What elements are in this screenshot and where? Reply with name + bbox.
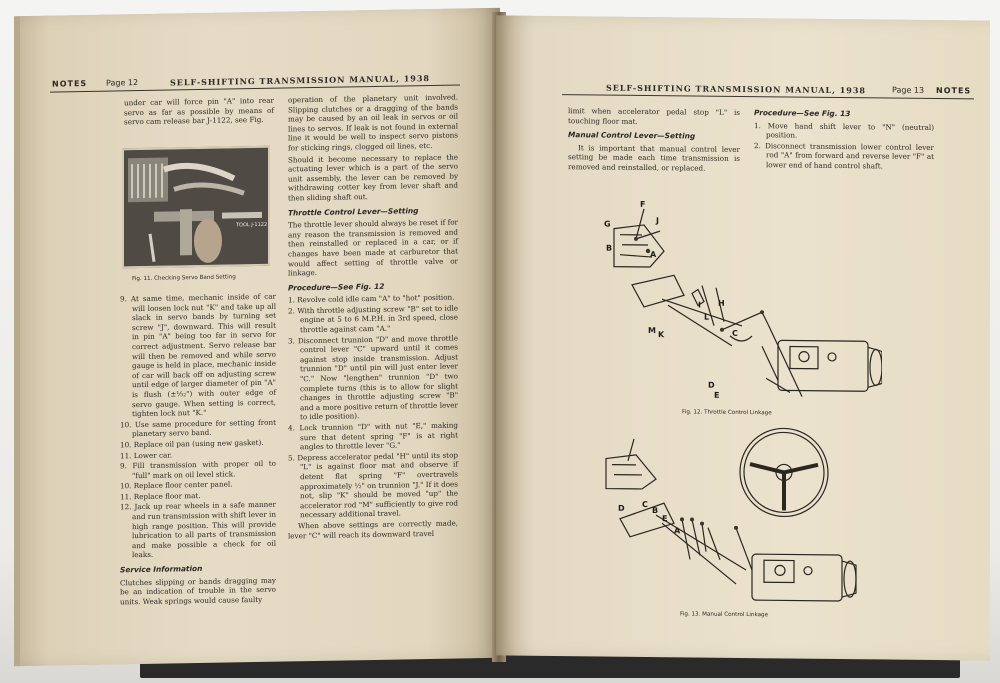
list-item: 10. Replace oil pan (using new gasket).: [120, 437, 264, 450]
right-notes-label: NOTES: [936, 86, 972, 96]
left-col1-intro: under car will force pin "A" into rear servo as far as possible by means of servo cam release bar J-1122, see Fig.: [124, 95, 274, 127]
right-intro: limit when accelerator pedal stop "L" is touching floor mat.: [568, 106, 740, 126]
list-item: 9. At same time, mechanic inside of car will loosen lock nut "K" and take up all slack in servo bands by turning set screw "J", downward. This will result in pin "A" being too far in servo for correct adjustment. Servo release bar will then be removed and while servo gauge is held in place, mechanic inside of car will back off on adjusting screw until edge of larger diameter of pin "A" is flush (±¹⁄₃₂") with outer edge of servo gauge. When setting is correct, tighten lock nut "K.": [120, 291, 276, 419]
list-item: 11. Lower car.: [120, 449, 173, 460]
col2-paragraph: operation of the planetary unit involved. Slipping clutches or a dragging of the bands may be caused by an oil leak in servos or oil lines to servos. If leak is not found in external line it would be well to inspect servo pistons for sticking rings, clogged oil lines, etc.: [288, 92, 458, 153]
left-notes-label: NOTES: [52, 78, 88, 89]
fig13-label-e: E: [662, 514, 668, 524]
fig11-caption: Fig. 11. Checking Servo Band Setting: [132, 274, 236, 283]
right-col2: [754, 108, 934, 172]
list-item: 5. Depress accelerator pedal "H" until its stop "L" is against floor mat and observe if detent flat spring "F" overtravels approximately ½" on trunnion "J." If it does not, slip "K" should be moved "up" the accelerator rod "M" sufficiently to give rod necessary additional travel.: [288, 450, 458, 520]
fig12-caption: Fig. 12. Throttle Control Linkage: [682, 409, 772, 417]
final-paragraph: When above settings are correctly made, lever "C" will reach its downward travel: [288, 518, 458, 540]
procedure12-heading: Procedure—See Fig. 12: [288, 281, 385, 293]
list-item: 2. With throttle adjusting screw "B" set to idle engine at 5 to 6 M.P.H. in 3rd speed, close throttle against cam "A.": [288, 303, 458, 335]
fig12-label-d: D: [708, 380, 715, 390]
fig12-label-c: C: [732, 328, 738, 338]
fig11-photo: [122, 146, 270, 269]
servo-photo-image: [124, 148, 268, 267]
right-page-number: Page 13: [892, 85, 925, 95]
fig12-label-k: K: [658, 330, 665, 340]
procedure13-heading: Procedure—See Fig. 13: [754, 108, 851, 119]
fig13-label-d: D: [618, 503, 625, 513]
service-info-heading: Service Information: [120, 563, 203, 575]
fig12-label-b: B: [606, 243, 613, 253]
list-item: 11. Replace floor mat.: [120, 490, 201, 502]
list-item: 4. Lock trunnion "D" with nut "E," making sure that detent spring "F" is at right angles to throttle lever "G.": [288, 420, 458, 452]
open-manual: [6, 6, 994, 666]
col2-paragraph: Should it become necessary to replace the actuating lever which is a part of the servo unit assembly, the lever can be removed by withdrawing cotter key from lever shaft and then sliding shaft out.: [288, 152, 458, 203]
fig12-label-f: F: [640, 199, 646, 209]
left-page-title: SELF-SHIFTING TRANSMISSION MANUAL, 1938: [170, 72, 430, 88]
right-page: [496, 15, 990, 660]
fig12-throttle-linkage-diagram: [592, 194, 882, 407]
right-header-rule: [562, 94, 974, 99]
list-item: 10. Replace floor center panel.: [120, 479, 233, 491]
fig12-label-h: H: [718, 298, 725, 308]
left-page-number: Page 12: [106, 78, 139, 88]
left-steps-list: [120, 292, 276, 609]
fig12-label-a: A: [650, 250, 657, 260]
fig13-label-b: B: [652, 506, 659, 516]
left-col2: [288, 92, 458, 542]
left-page: [14, 8, 500, 666]
fig12-label-g: G: [604, 219, 611, 229]
manual-lever-heading: Manual Control Lever—Setting: [568, 130, 696, 141]
fig13-label-c: C: [642, 499, 648, 510]
throttle-heading: Throttle Control Lever—Setting: [288, 205, 419, 217]
fig13-label-a: A: [674, 526, 681, 536]
fig12-label-e: E: [714, 390, 720, 400]
service-info-text: Clutches slipping or bands dragging may be an indication of trouble in the servo units. Weak springs would cause faulty: [120, 575, 276, 607]
right-page-title: SELF-SHIFTING TRANSMISSION MANUAL, 1938: [606, 82, 866, 96]
fig12-label-l: L: [704, 312, 710, 322]
fig12-label-j: J: [656, 216, 659, 226]
fig13-manual-linkage-diagram: [596, 418, 866, 611]
manual-lever-text: It is important that manual control lever setting be made each time transmission is removed and reinstalled, or replaced.: [568, 143, 740, 173]
throttle-text: The throttle lever should always be reset if for any reason the transmission is removed and then reinstalled or replaced in a car, or if changes have been made at carburetor that would affect setting of throttle valve or linkage.: [288, 217, 458, 278]
fig13-caption: Fig. 13. Manual Control Linkage: [680, 611, 769, 619]
fig12-label-m: M: [648, 326, 656, 336]
fig12-label-i: I: [698, 300, 701, 310]
list-item: 1. Move hand shift lever to "N" (neutral) position.: [754, 120, 934, 140]
list-item: 3. Disconnect trunnion "D" and move throttle control lever "C" upward until it comes against stop inside transmission. Adjust trunnion "D" until pin will just enter lever "C." Now "lengthen" trunnion "D" two complete turns (this is to allow for slight changes in throttle adjusting screw "B" and a more positive return of throttle lever to idle position).: [288, 333, 458, 422]
list-item: 12. Jack up rear wheels in a safe manner and run transmission with shift lever in high range position. This will provide lubrication to all parts of transmission and make possible a check for oil leaks.: [120, 500, 276, 560]
photo-tool-label: TOOL J-1122: [236, 221, 268, 229]
list-item: 2. Disconnect transmission lower control lever rod "A" from forward and reverse lever "F" at lower end of hand control shaft.: [754, 140, 934, 171]
list-item: 9. Fill transmission with proper oil to "full" mark on oil level stick.: [120, 458, 276, 480]
right-col1: [568, 106, 740, 175]
list-item: 1. Revolve cold idle cam "A" to "hot" position.: [288, 292, 455, 305]
list-item: 10. Use same procedure for setting front planetary servo band.: [120, 417, 276, 439]
